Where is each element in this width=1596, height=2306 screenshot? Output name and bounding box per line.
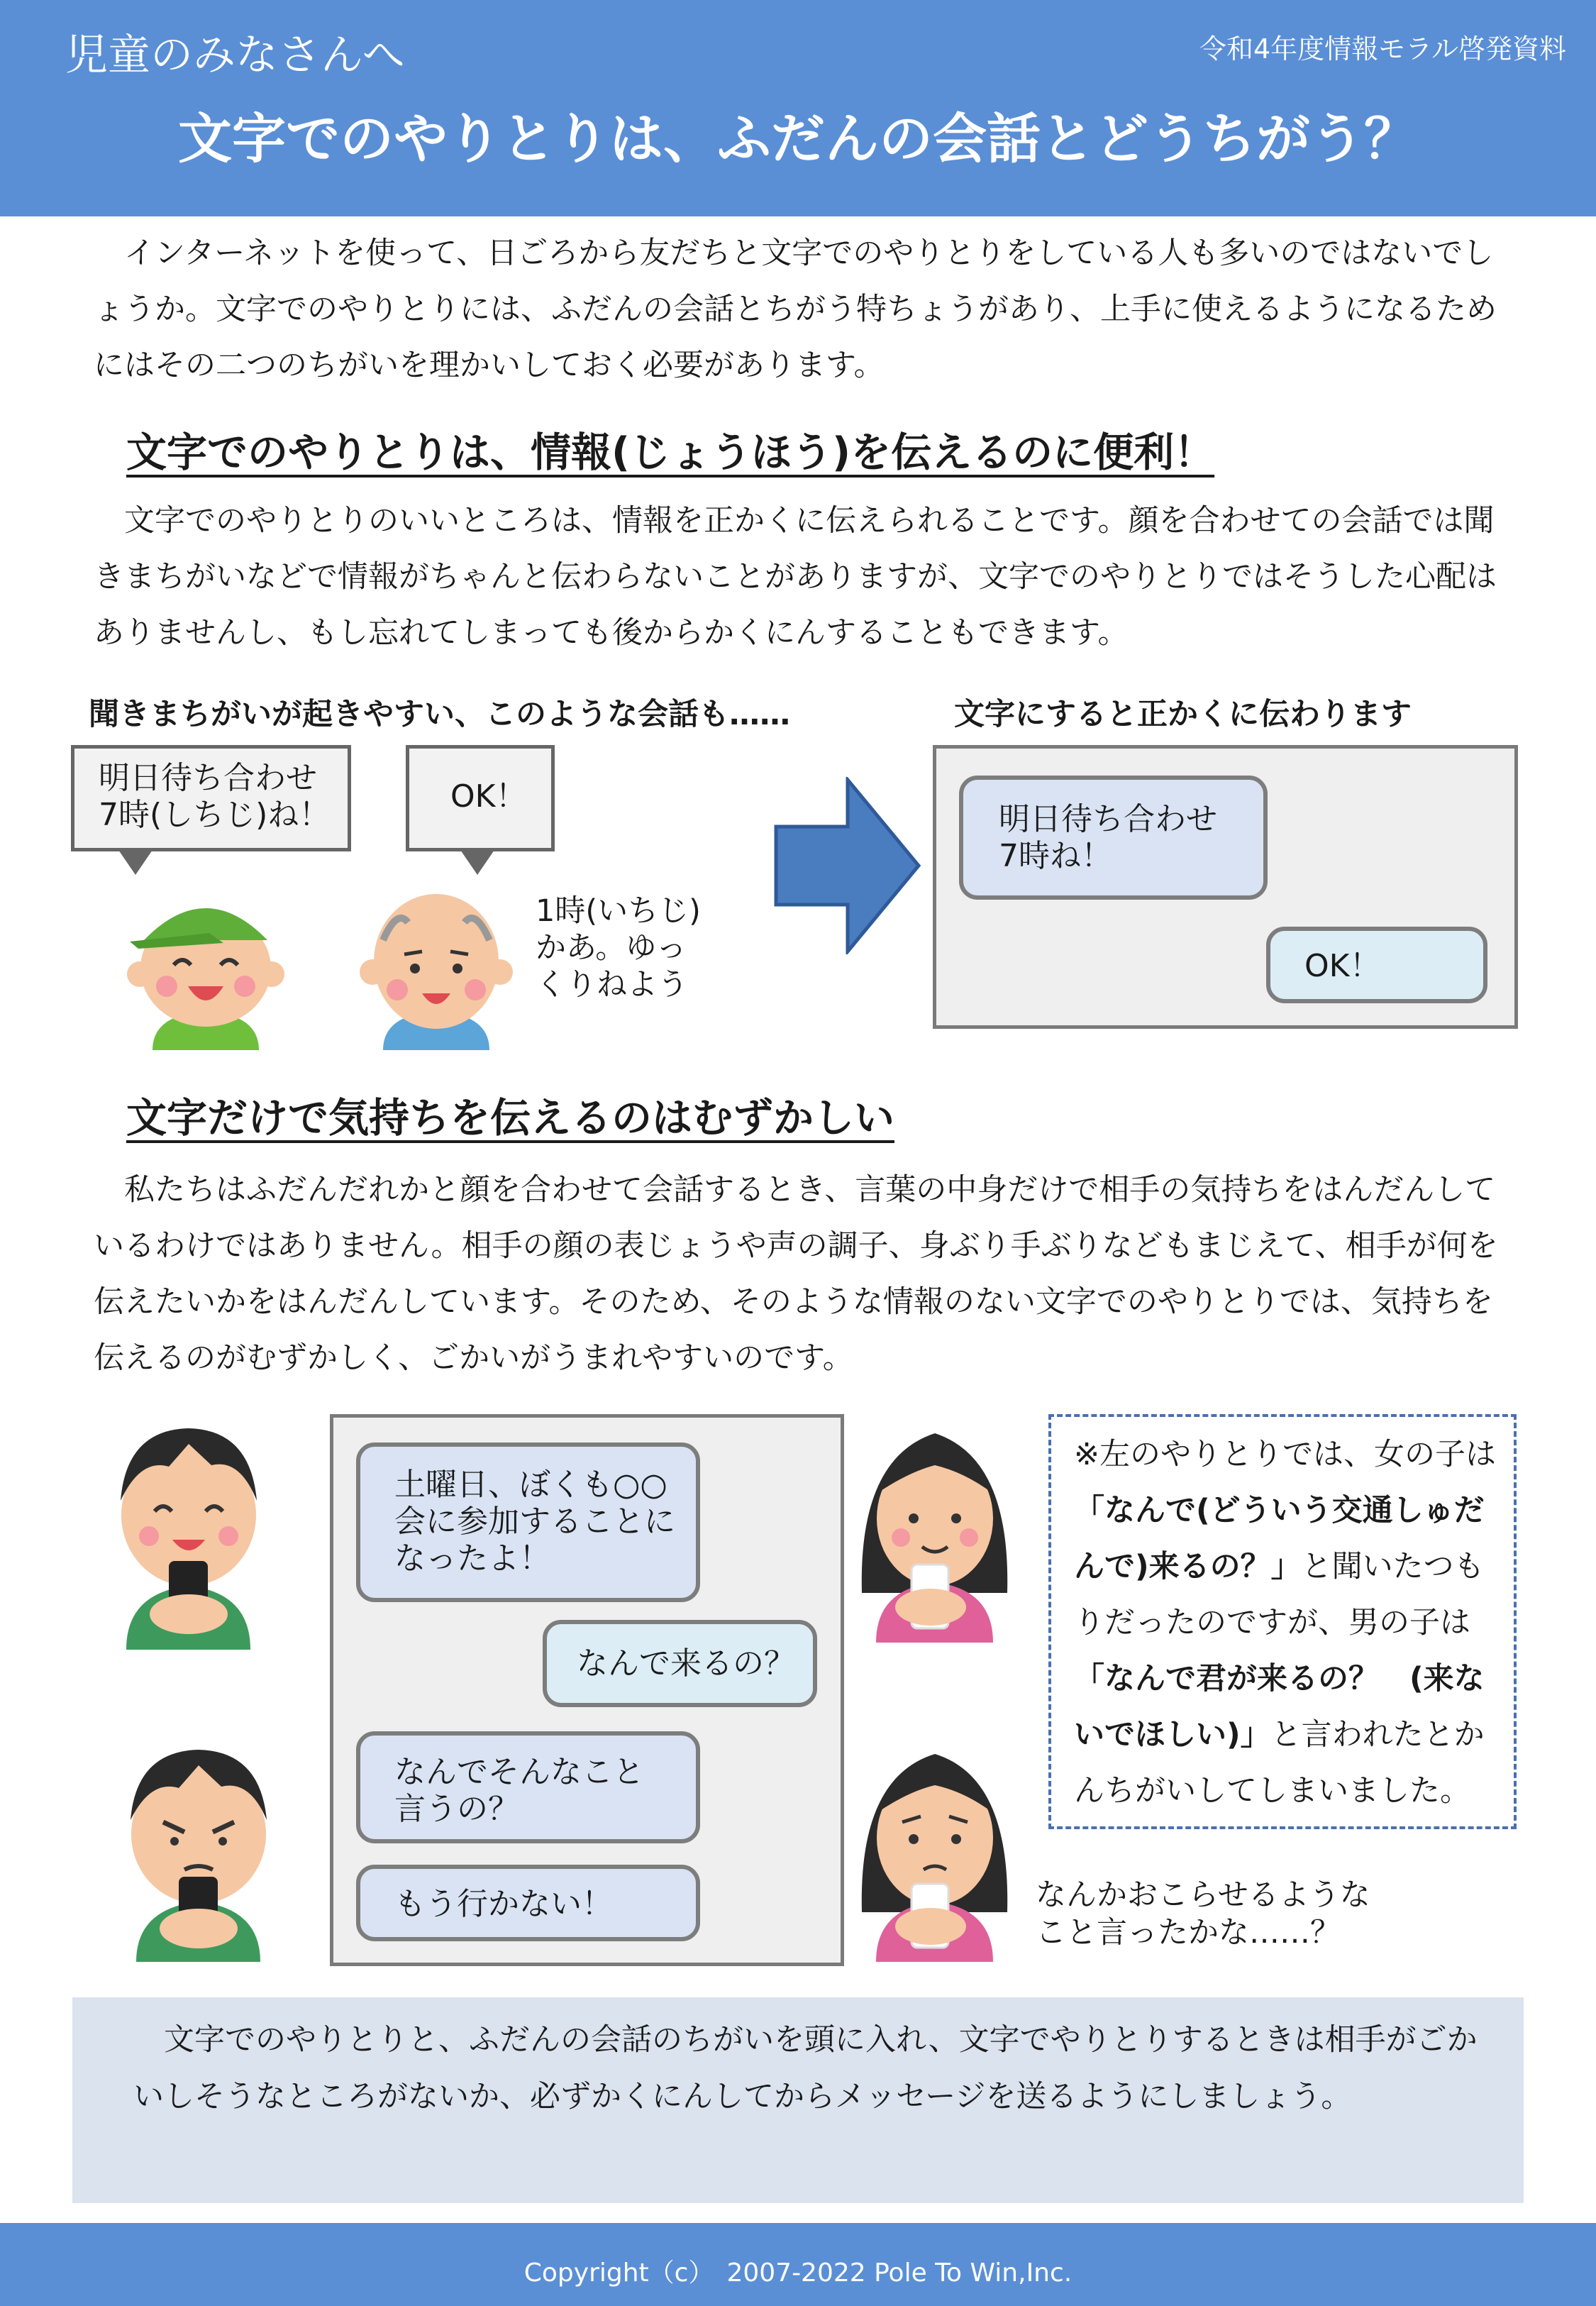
thought-line: かあ。ゆっ [536,930,687,966]
chat-line: 会に参加することに [394,1504,675,1540]
note-text: ※左のやりとりでは、女の子は [1074,1437,1497,1472]
page-title: 文字でのやりとりは、ふだんの会話とどうちがう？ [178,107,1418,170]
chat-bubble-why [543,1620,817,1707]
speech-line: 明日待ち合わせ [99,760,317,796]
girl-phone-happy-illustration [851,1416,1018,1643]
caption-accurate: 文字にすると正かくに伝わります [954,697,1412,732]
audience-label: 児童のみなさんへ [65,31,405,80]
intro-paragraph: インターネットを使って、日ごろから友だちと文字でのやりとりをしている人も多いのではないでしょうか。文字でのやりとりには、ふだんの会話とちがう特ちょうがあり、上手に使えるようになるためにはその二つのちがいを理かいしておく必要があります。 [94,236,1497,383]
note-emphasis-girl: 「なんで(どういう交通しゅだんで)来るの？」 [1074,1493,1485,1584]
section2-heading: 文字だけで気持ちを伝えるのはむずかしい [126,1095,894,1142]
chat-line: なんでそんなこと [394,1754,644,1790]
man-illustration [355,873,518,1050]
chat-line: もう行かない！ [394,1886,613,1922]
explanation-note [1048,1414,1517,1829]
speech-line: 7時(しちじ)ね！ [99,797,331,833]
thought-line: なんかおこらせるような [1036,1877,1370,1913]
boy-phone-happy-illustration [105,1416,272,1650]
speech-bubble-man [406,745,555,851]
boy-phone-angry-illustration [115,1738,282,1962]
chat-bubble-announce [356,1442,700,1602]
note-text: と言われたとかんちがいしてしまいました。 [1074,1717,1485,1809]
note-emphasis-boy: 「なんで君が来るの？ (来ないでほしい)」 [1074,1661,1485,1753]
section2-body: 私たちはふだんだれかと顔を合わせて会話するとき、言葉の中身だけで相手の気持ちをはんだんしているわけではありません。相手の顔の表じょうや声の調子、身ぶり手ぶりなどもまじえて、相手が何を伝えたいかをはんだんしています。そのため、そのような情報のない文字でのやりとりでは、気持ちを伝えるのがむずかしく、ごかいがうまれやすいのです。 [94,1172,1498,1376]
chat-bubble-hurt [356,1731,700,1843]
chat-bubble-meetup [959,776,1268,900]
chat-bubble-not-going [356,1865,700,1941]
section1-body: 文字でのやりとりのいいところは、情報を正かくに伝えられることです。顔を合わせての会話では聞きまちがいなどで情報がちゃんと伝わらないことがありますが、文字でのやりとりではそうした心配はありませんし、もし忘れてしまっても後からかくにんすることもできます。 [94,503,1497,651]
speech-bubble-boy [71,745,351,851]
document-tag: 令和4年度情報モラル啓発資料 [1199,33,1566,65]
caption-misheard: 聞きまちがいが起きやすい、このような会話も…… [89,697,790,732]
chat-line: 明日待ち合わせ [999,801,1217,837]
chat-line: なんで来るの？ [577,1645,795,1682]
thought-line: くりねよう [536,967,688,1003]
note-text: と聞いたつもりだったのですが、男の子は [1074,1549,1485,1640]
girl-thought [1036,1877,1370,1952]
speech-line: OK！ [450,778,527,815]
man-thought [536,893,701,1003]
girl-phone-worried-illustration [851,1738,1018,1962]
right-arrow-icon [773,777,922,954]
chat-line: OK！ [1304,948,1381,984]
chat-line: 言うの？ [394,1791,519,1827]
chat-line: 土曜日、ぼくも○○ [394,1467,667,1503]
summary-box: 文字でのやりとりと、ふだんの会話のちがいを頭に入れ、文字でやりとりするときは相手がごかいしそうなところがないか、必ずかくにんしてからメッセージを送るようにしましょう。 [72,1997,1524,2203]
boy-cap-illustration [124,869,287,1050]
copyright-notice: Copyright（c） 2007-2022 Pole To Win,Inc. [523,2258,1073,2288]
chat-bubble-ok [1266,927,1487,1003]
thought-line: こと言ったかな……？ [1036,1915,1341,1951]
thought-line: 1時(いちじ) [536,893,701,929]
section1-heading: 文字でのやりとりは、情報(じょうほう)を伝えるのに便利！ [126,429,1215,476]
chat-line: 7時ね！ [999,838,1112,874]
chat-line: なったよ！ [394,1540,550,1577]
